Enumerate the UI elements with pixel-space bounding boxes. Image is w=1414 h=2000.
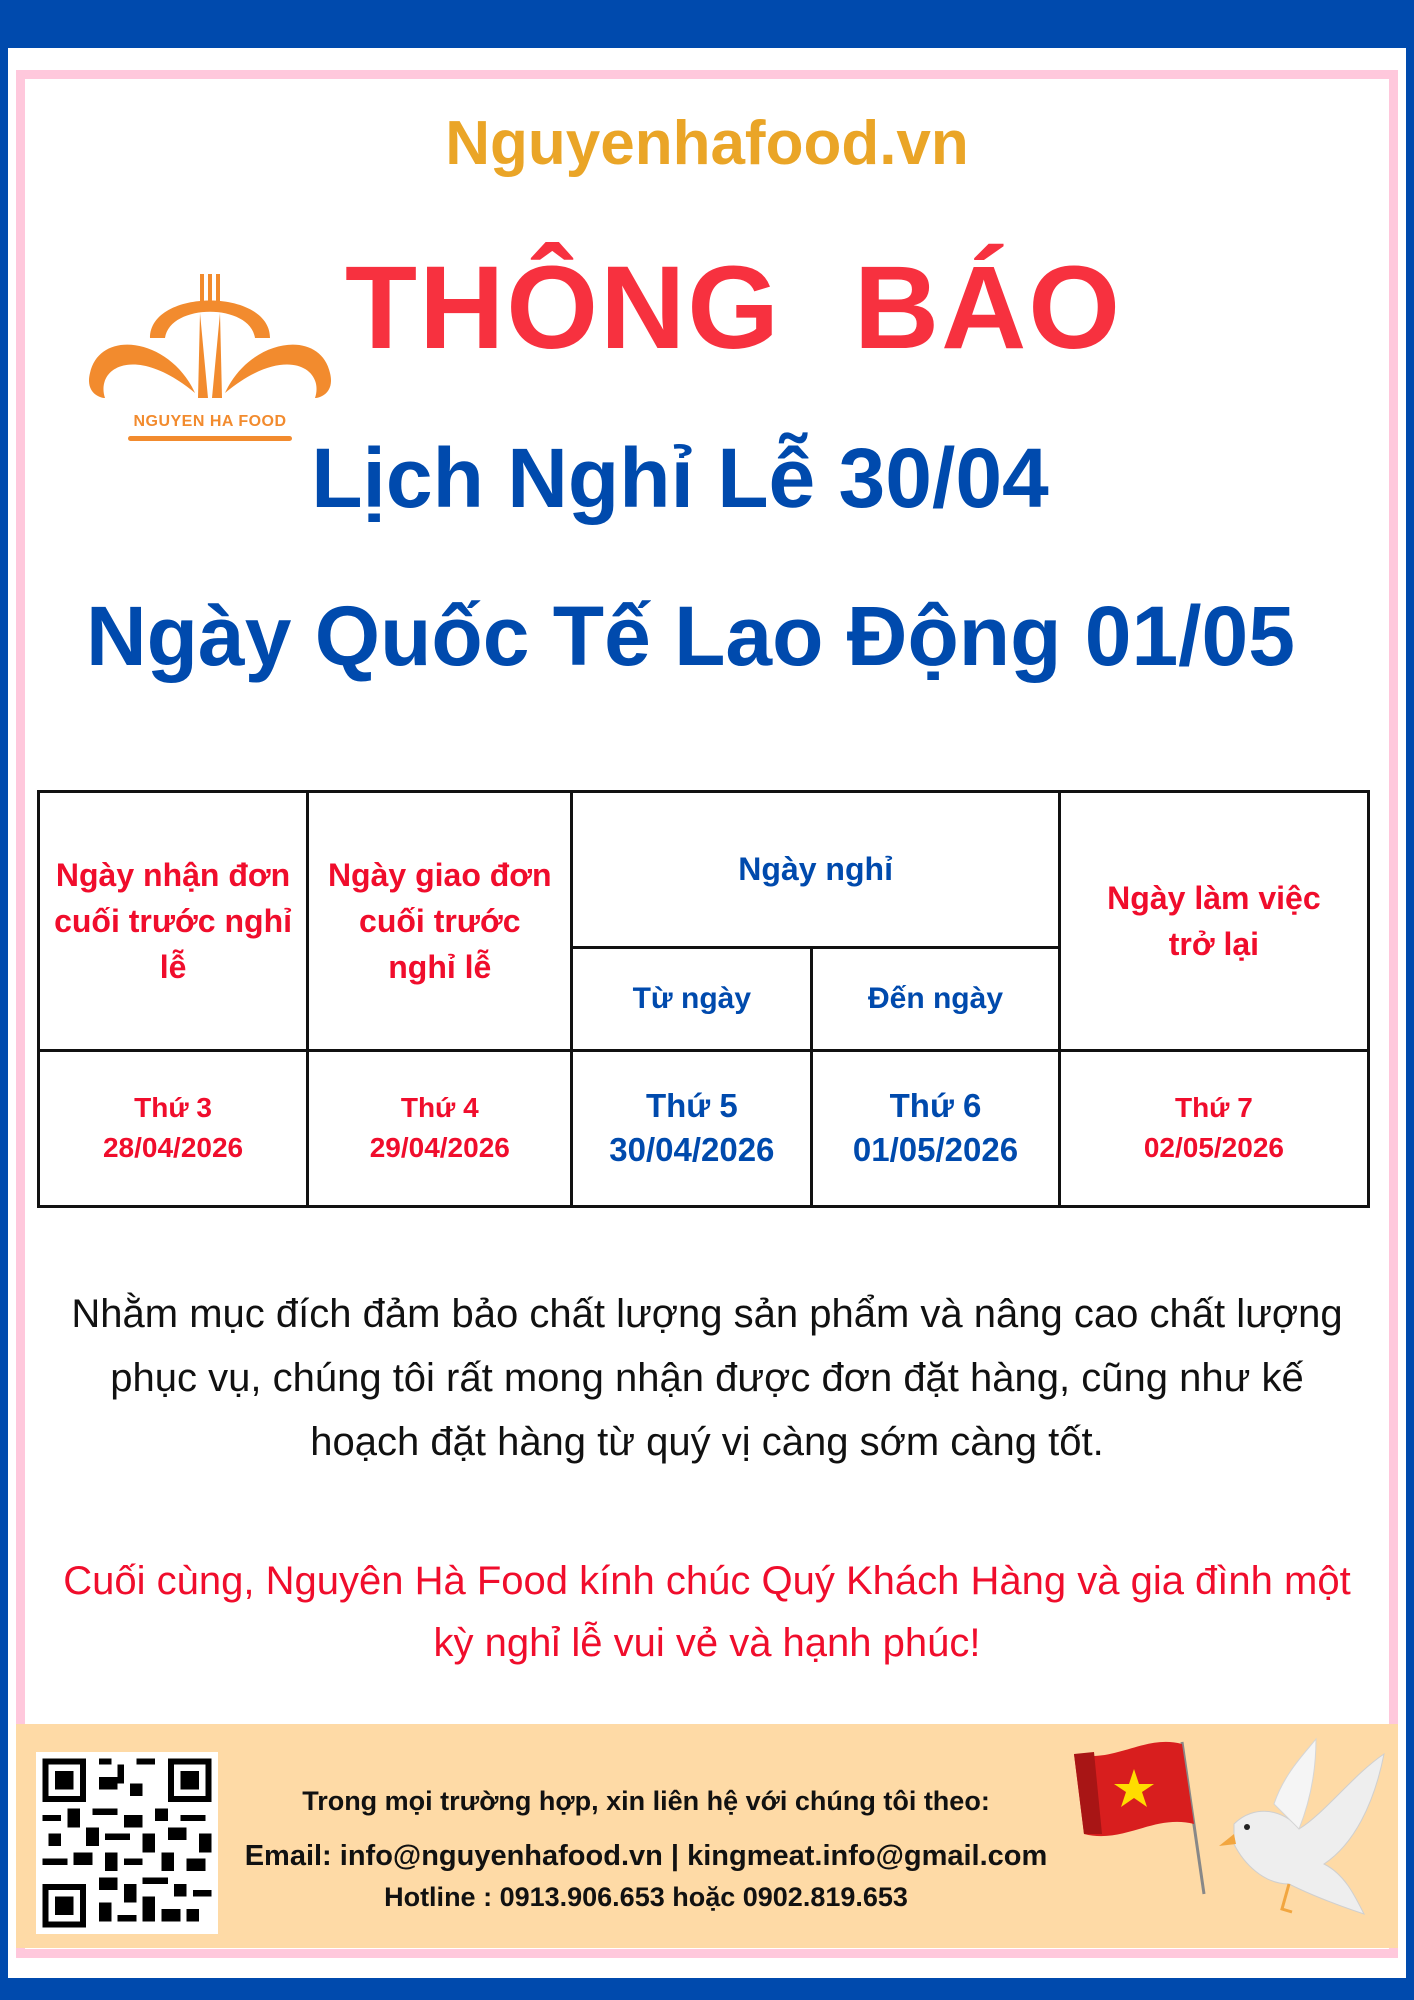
header-from: Từ ngày xyxy=(572,948,812,1050)
logo-icon xyxy=(80,268,340,408)
logo xyxy=(80,268,340,448)
header-last-order: Ngày nhận đơn cuối trước nghỉ lễ xyxy=(39,792,308,1051)
flag-and-dove-icon xyxy=(1054,1734,1398,1944)
header-resume: Ngày làm việc trở lại xyxy=(1059,792,1368,1051)
day-label: Thứ 4 xyxy=(400,1092,479,1124)
cell-last-delivery xyxy=(308,1050,572,1206)
contact-hotline[interactable]: Hotline : 0913.906.653 hoặc 0902.819.653 xyxy=(384,1882,908,1912)
cell-resume xyxy=(1059,1050,1368,1206)
date-label: 02/05/2026 xyxy=(1143,1132,1284,1164)
contact-footer xyxy=(16,1724,1398,1948)
qr-code-icon[interactable] xyxy=(36,1752,218,1934)
day-label: Thứ 6 xyxy=(889,1087,982,1125)
date-label: 29/04/2026 xyxy=(369,1132,510,1164)
logo-text: NGUYEN HA FOOD xyxy=(133,413,287,430)
date-label: 01/05/2026 xyxy=(852,1131,1019,1169)
labor-day-heading: Ngày Quốc Tế Lao Động 01/05 xyxy=(86,589,1295,683)
holiday-heading: Lịch Nghỉ Lễ 30/04 xyxy=(311,431,1049,525)
cell-last-order xyxy=(39,1050,308,1206)
header-last-delivery: Ngày giao đơn cuối trước nghỉ lễ xyxy=(308,792,572,1051)
header-to: Đến ngày xyxy=(812,948,1060,1050)
notice-paragraph: Nhằm mục đích đảm bảo chất lượng sản phẩm và nâng cao chất lượng phục vụ, chúng tôi rất mong nhận được đơn đặt hàng, cũng như kế hoạch đặt hàng từ quý vị càng sớm càng tốt. xyxy=(71,1292,1343,1464)
day-label: Thứ 5 xyxy=(645,1087,738,1125)
contact-intro: Trong mọi trường hợp, xin liên hệ với chúng tôi theo: xyxy=(302,1786,990,1816)
cell-from xyxy=(572,1050,812,1206)
holiday-schedule-table xyxy=(37,790,1370,1208)
contact-email[interactable]: Email: info@nguyenhafood.vn | kingmeat.info@gmail.com xyxy=(244,1840,1048,1872)
day-label: Thứ 3 xyxy=(134,1092,212,1124)
date-label: 28/04/2026 xyxy=(102,1132,244,1164)
site-name[interactable]: Nguyenhafood.vn xyxy=(445,109,969,178)
date-label: 30/04/2026 xyxy=(609,1131,775,1169)
holiday-wish: Cuối cùng, Nguyên Hà Food kính chúc Quý Khách Hàng và gia đình một kỳ nghỉ lễ vui vẻ và hạnh phúc! xyxy=(63,1559,1351,1665)
day-label: Thứ 7 xyxy=(1174,1092,1253,1124)
notice-title: THÔNG BÁO xyxy=(345,242,1123,374)
header-holiday: Ngày nghỉ xyxy=(572,792,1059,948)
cell-to xyxy=(812,1050,1060,1206)
